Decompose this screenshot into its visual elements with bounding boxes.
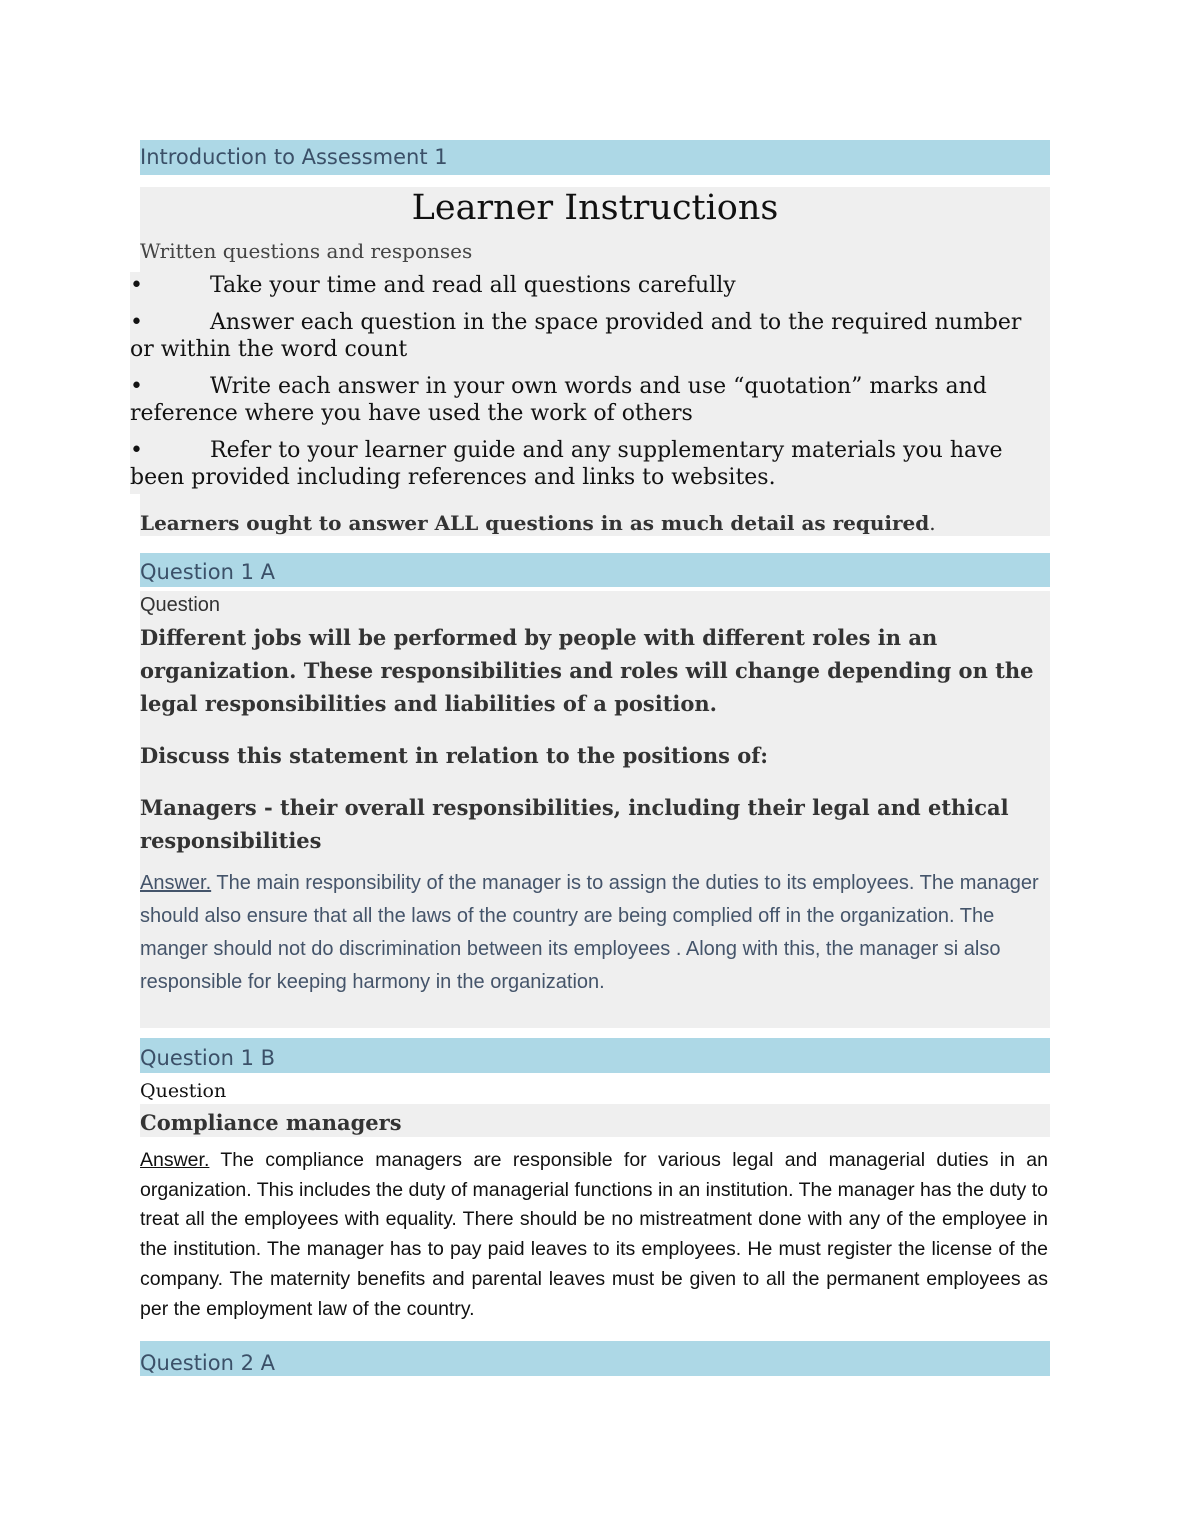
intro-heading-text: Introduction to Assessment 1 <box>140 145 448 169</box>
section-heading-q2a <box>140 1341 1050 1376</box>
bullet-icon: • <box>130 437 143 463</box>
answer-text: The main responsibility of the manager is to assign the duties to its employees. The manager should also ensure that all the laws of the country are being complied off in the organization. The manger should not do discrimination between its employees . Along with this, the manager si also responsible for keeping harmony in the organization. <box>140 872 1039 993</box>
q1b-heading-text: Question 1 B <box>140 1046 276 1070</box>
q2a-heading-text: Question 2 A <box>140 1351 276 1375</box>
q1a-paragraph: Discuss this statement in relation to the positions of: <box>140 743 769 768</box>
q1b-label: Question <box>140 1080 227 1102</box>
answer-label: Answer. <box>140 872 212 894</box>
answer-text: The compliance managers are responsible for various legal and managerial duties in an organization. This includes the duty of managerial functions in an institution. The manager has the duty to treat all the employees with equality. There should be no mistreatment done with any of the employee in the institution. The manager has to pay paid leaves to its employees. He must register the license of the company. The maternity benefits and parental leaves must be given to all the permanent employees as per the employment law of the country. <box>140 1149 1048 1320</box>
q1a-heading-text: Question 1 A <box>140 560 276 584</box>
list-item <box>130 373 1050 428</box>
bullet-icon: • <box>130 273 143 298</box>
list-item <box>130 309 1050 364</box>
q1b-prompt: Compliance managers <box>140 1104 1050 1137</box>
bullet-icon: • <box>130 373 143 399</box>
instructions-note <box>140 508 936 538</box>
q1a-paragraph: Different jobs will be performed by people with different roles in an organization. These responsibilities and roles will change depending on the legal responsibilities and liabilities of a position. <box>140 625 1034 716</box>
bullet-text: Refer to your learner guide and any supplementary materials you have been provided including references and links to websites. <box>130 437 1003 490</box>
bullet-icon: • <box>130 309 143 335</box>
instructions-list <box>130 272 1050 501</box>
learner-instructions-title: Learner Instructions <box>411 188 779 228</box>
section-heading-q1a <box>140 553 1050 587</box>
section-heading-intro <box>140 140 1050 175</box>
note-bold: Learners ought to answer ALL questions in as much detail as required <box>140 511 930 535</box>
bullet-text: Answer each question in the space provided and to the required number or within the word count <box>130 309 1022 362</box>
q1a-content <box>140 591 1050 999</box>
q1a-answer <box>140 867 1050 999</box>
instructions-subtitle: Written questions and responses <box>140 239 473 263</box>
answer-label: Answer. <box>140 1149 210 1171</box>
list-item <box>130 272 1050 300</box>
section-heading-q1b <box>140 1038 1050 1073</box>
bullet-text: Write each answer in your own words and use “quotation” marks and reference where you have used the work of others <box>130 373 987 426</box>
bullet-text: Take your time and read all questions carefully <box>210 273 736 298</box>
q1a-paragraph: Managers - their overall responsibilities, including their legal and ethical responsibilities <box>140 795 1009 853</box>
note-end: . <box>929 511 936 535</box>
list-item <box>130 437 1050 492</box>
q1b-answer <box>140 1146 1048 1324</box>
q1a-label: Question <box>140 594 221 616</box>
